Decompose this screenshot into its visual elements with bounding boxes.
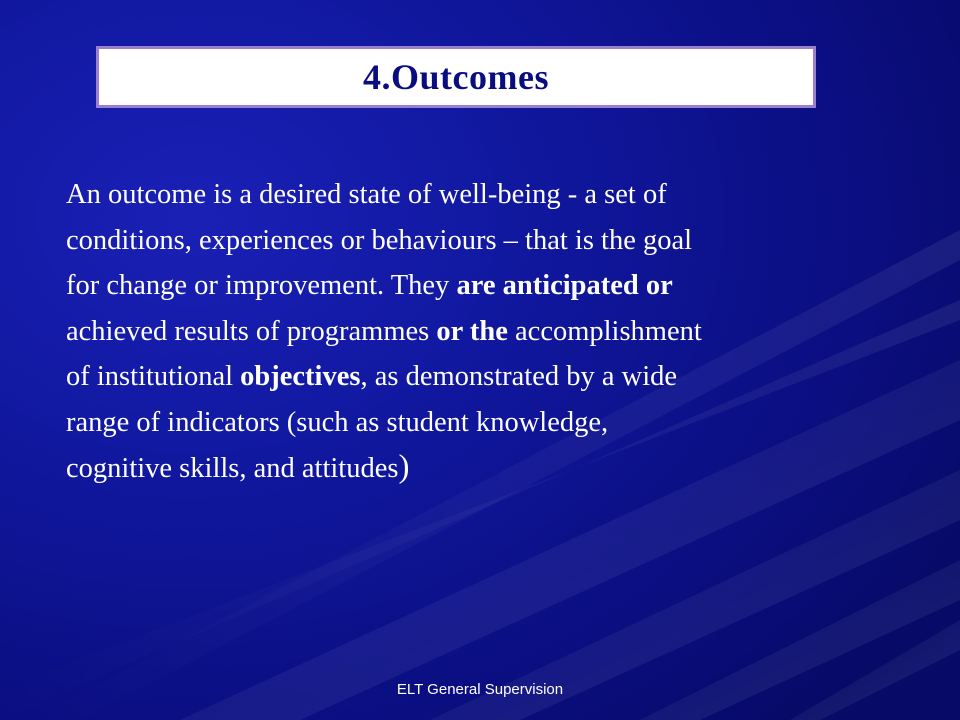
body-line-5: of institutional objectives, as demonstrated by a wide <box>66 361 678 392</box>
title-box <box>96 46 816 108</box>
body-line-1: An outcome is a desired state of well-being - a set of <box>66 179 667 210</box>
bold-phrase: or the <box>436 315 508 347</box>
body-line-3: for change or improvement. They are anticipated or <box>66 270 673 301</box>
body-line-2: conditions, experiences or behaviours – that is the goal <box>66 224 693 256</box>
slide-title: 4.Outcomes <box>363 57 549 97</box>
slide-footer: ELT General Supervision <box>396 681 564 698</box>
bold-phrase: objectives <box>240 361 361 392</box>
slide-body-text <box>66 172 906 492</box>
body-line-7: cognitive skills, and attitudes) <box>66 449 410 485</box>
body-line-6: range of indicators (such as student knowledge, <box>66 406 609 438</box>
body-line-4: achieved results of programmes or the accomplishment <box>66 315 702 347</box>
bold-phrase: are anticipated or <box>456 270 673 301</box>
